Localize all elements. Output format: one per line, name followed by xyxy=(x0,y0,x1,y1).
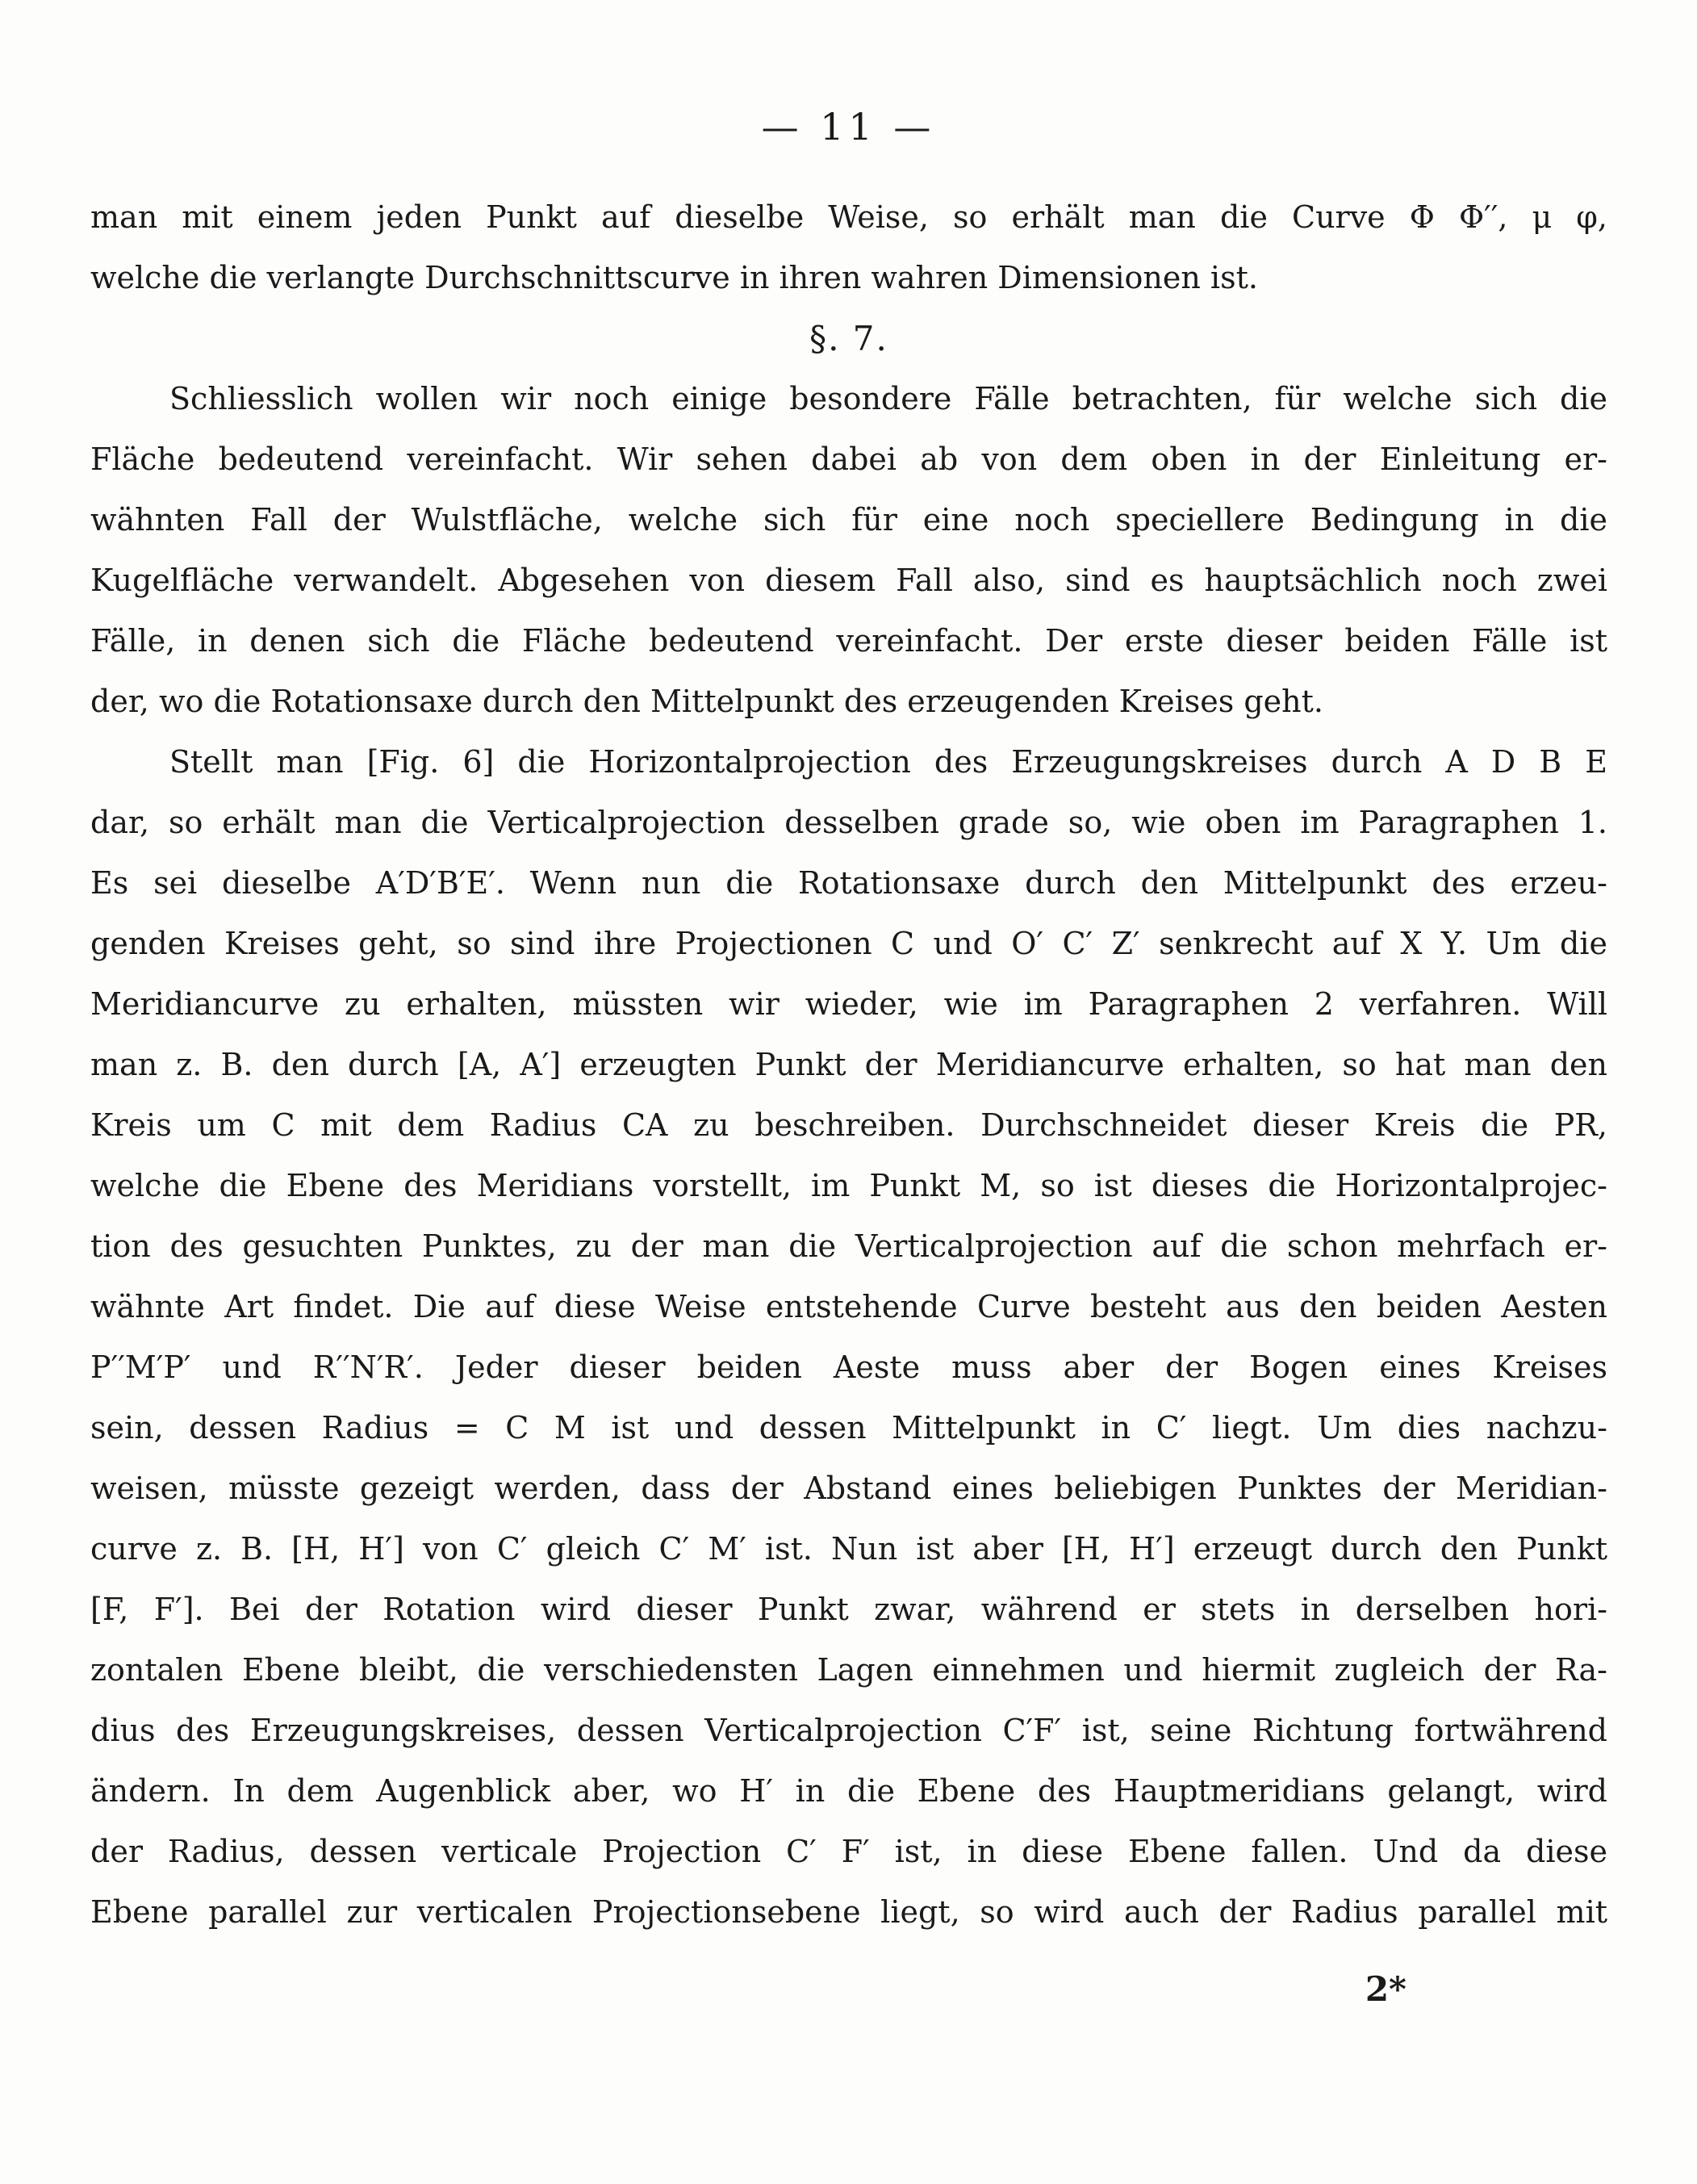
text-line: der, wo die Rotationsaxe durch den Mittelpunkt des erzeugenden Kreises geht. xyxy=(90,684,1323,719)
page-number: — 11 — xyxy=(761,105,936,149)
text-line: Kreis um C mit dem Radius CA zu beschreiben. Durchschneidet dieser Kreis die PR, xyxy=(90,1107,1607,1143)
text-line: genden Kreises geht, so sind ihre Projectionen C und O′ C′ Z′ senkrecht auf X Y. Um die xyxy=(90,926,1607,961)
text-line: Fläche bedeutend vereinfacht. Wir sehen dabei ab von dem oben in der Einleitung er- xyxy=(90,441,1607,477)
text-line: weisen, müsste gezeigt werden, dass der Abstand eines beliebigen Punktes der Meridian- xyxy=(90,1471,1607,1506)
text-line: man mit einem jeden Punkt auf dieselbe Weise, so erhält man die Curve Φ Φ′′, μ φ, xyxy=(90,199,1607,235)
text-line: tion des gesuchten Punktes, zu der man die Verticalprojection auf die schon mehrfach er- xyxy=(90,1228,1607,1264)
text-line: der Radius, dessen verticale Projection C′ F′ ist, in diese Ebene fallen. Und da diese xyxy=(90,1834,1607,1869)
text-line: zontalen Ebene bleibt, die verschiedensten Lagen einnehmen und hiermit zugleich der Ra- xyxy=(90,1652,1607,1688)
page-body-text xyxy=(90,187,1607,1943)
text-line: welche die verlangte Durchschnittscurve in ihren wahren Dimensionen ist. xyxy=(90,260,1258,295)
text-line: wähnten Fall der Wulstfläche, welche sich für eine noch speciellere Bedingung in die xyxy=(90,502,1607,538)
text-line: Es sei dieselbe A′D′B′E′. Wenn nun die Rotationsaxe durch den Mittelpunkt des erzeu- xyxy=(90,865,1607,901)
text-line: man z. B. den durch [A, A′] erzeugten Punkt der Meridiancurve erhalten, so hat man den xyxy=(90,1047,1607,1082)
text-line: dar, so erhält man die Verticalprojection desselben grade so, wie oben im Paragraphen 1. xyxy=(90,805,1607,840)
section-heading: §. 7. xyxy=(809,319,888,358)
text-line: sein, dessen Radius = C M ist und dessen Mittelpunkt in C′ liegt. Um dies nachzu- xyxy=(90,1410,1607,1446)
text-line: ändern. In dem Augenblick aber, wo H′ in die Ebene des Hauptmeridians gelangt, wird xyxy=(90,1773,1607,1809)
signature-mark: 2* xyxy=(1365,1969,1407,2009)
text-line: Kugelfläche verwandelt. Abgesehen von diesem Fall also, sind es hauptsächlich noch zwei xyxy=(90,563,1607,598)
text-line: wähnte Art findet. Die auf diese Weise entstehende Curve besteht aus den beiden Aesten xyxy=(90,1289,1607,1324)
text-line: curve z. B. [H, H′] von C′ gleich C′ M′ ist. Nun ist aber [H, H′] erzeugt durch den Punkt xyxy=(90,1531,1607,1567)
text-line: Stellt man [Fig. 6] die Horizontalprojection des Erzeugungskreises durch A D B E xyxy=(169,744,1607,780)
text-line: Meridiancurve zu erhalten, müssten wir wieder, wie im Paragraphen 2 verfahren. Will xyxy=(90,986,1607,1022)
text-line: [F, F′]. Bei der Rotation wird dieser Punkt zwar, während er stets in derselben hori- xyxy=(90,1592,1607,1627)
text-line: dius des Erzeugungskreises, dessen Verticalprojection C′F′ ist, seine Richtung fortwährend xyxy=(90,1713,1607,1748)
text-line: Schliesslich wollen wir noch einige besondere Fälle betrachten, für welche sich die xyxy=(169,381,1607,416)
text-line: Fälle, in denen sich die Fläche bedeutend vereinfacht. Der erste dieser beiden Fälle ist xyxy=(90,623,1607,659)
text-line: welche die Ebene des Meridians vorstellt, im Punkt M, so ist dieses die Horizontalprojec- xyxy=(90,1168,1607,1203)
text-line: Ebene parallel zur verticalen Projectionsebene liegt, so wird auch der Radius parallel mit xyxy=(90,1894,1607,1930)
text-line: P′′M′P′ und R′′N′R′. Jeder dieser beiden Aeste muss aber der Bogen eines Kreises xyxy=(90,1349,1607,1385)
